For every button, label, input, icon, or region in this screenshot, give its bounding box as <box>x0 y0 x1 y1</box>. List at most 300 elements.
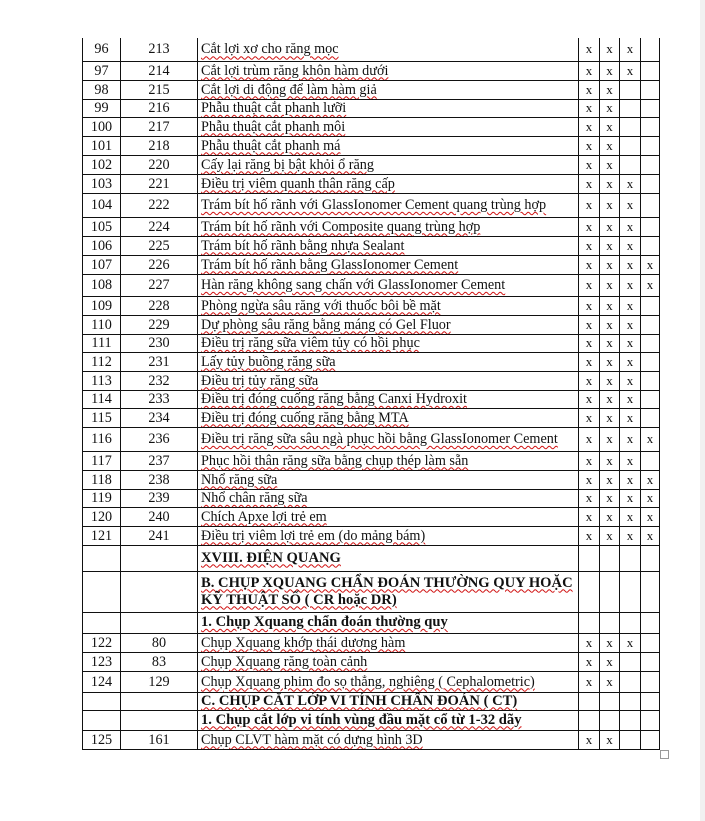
level-3-mark-cell <box>620 671 641 692</box>
table-row <box>83 507 660 526</box>
spellcheck-underlined-text: Điều trị đóng cuống răng bằng MTA <box>201 409 409 426</box>
level-4-mark-cell <box>641 61 660 80</box>
table-row <box>83 155 660 174</box>
procedure-name-cell <box>198 315 579 334</box>
level-3-mark-cell: x <box>620 255 641 274</box>
level-3-mark-cell: x <box>620 334 641 352</box>
spellcheck-underlined-text: Cấy lại răng bị bật khỏi ổ răng <box>201 156 374 173</box>
spellcheck-underlined-text: Phẫu thuật cắt phanh môi <box>201 118 346 135</box>
table-row <box>83 174 660 193</box>
spellcheck-underlined-text: Cắt lợi di động để làm hàm giả <box>201 81 377 98</box>
level-1-mark-cell: x <box>579 470 600 489</box>
table-row <box>83 217 660 236</box>
level-3-mark-cell <box>620 730 641 749</box>
level-1-mark-cell: x <box>579 334 600 352</box>
level-2-mark-cell: x <box>600 334 620 352</box>
spellcheck-underlined-text: Chích Apxe lợi trẻ em <box>201 508 327 525</box>
procedure-name-cell <box>198 408 579 427</box>
procedure-name-cell <box>198 571 579 612</box>
procedure-code-cell: 222 <box>121 193 198 217</box>
spellcheck-underlined-text: Chụp Xquang phim đo sọ thẳng, nghiêng ( Cephalometric) <box>201 673 535 690</box>
level-4-mark-cell <box>641 451 660 470</box>
spellcheck-underlined-text: Nhổ răng sữa <box>201 471 278 488</box>
row-number-cell: 102 <box>83 155 121 174</box>
row-number-cell: 113 <box>83 371 121 390</box>
procedure-code-cell: 218 <box>121 136 198 155</box>
level-2-mark-cell: x <box>600 526 620 545</box>
procedure-name-cell <box>198 427 579 451</box>
level-3-mark-cell: x <box>620 61 641 80</box>
procedure-name-cell <box>198 710 579 730</box>
procedure-name-cell <box>198 451 579 470</box>
procedure-name-cell <box>198 633 579 652</box>
level-4-mark-cell: x <box>641 255 660 274</box>
level-4-mark-cell <box>641 710 660 730</box>
procedure-code-cell: 221 <box>121 174 198 193</box>
procedure-code-cell: 220 <box>121 155 198 174</box>
table-row <box>83 315 660 334</box>
level-1-mark-cell: x <box>579 274 600 296</box>
level-3-mark-cell: x <box>620 193 641 217</box>
level-4-mark-cell <box>641 155 660 174</box>
procedure-code-cell: 229 <box>121 315 198 334</box>
level-2-mark-cell: x <box>600 390 620 408</box>
level-4-mark-cell <box>641 99 660 117</box>
level-4-mark-cell <box>641 136 660 155</box>
level-3-mark-cell: x <box>620 274 641 296</box>
level-1-mark-cell: x <box>579 80 600 99</box>
procedure-name-cell <box>198 334 579 352</box>
level-4-mark-cell <box>641 80 660 99</box>
procedure-name-cell <box>198 371 579 390</box>
level-4-mark-cell <box>641 193 660 217</box>
level-4-mark-cell: x <box>641 274 660 296</box>
level-2-mark-cell: x <box>600 633 620 652</box>
level-4-mark-cell <box>641 390 660 408</box>
level-2-mark-cell: x <box>600 174 620 193</box>
row-number-cell <box>83 571 121 612</box>
level-2-mark-cell: x <box>600 652 620 671</box>
level-3-mark-cell <box>620 545 641 571</box>
level-3-mark-cell: x <box>620 371 641 390</box>
procedure-code-cell: 216 <box>121 99 198 117</box>
level-1-mark-cell: x <box>579 117 600 136</box>
table-row <box>83 489 660 507</box>
table-row <box>83 334 660 352</box>
section-heading-row <box>83 545 660 571</box>
level-1-mark-cell: x <box>579 136 600 155</box>
level-4-mark-cell: x <box>641 526 660 545</box>
level-1-mark-cell: x <box>579 730 600 749</box>
level-2-mark-cell: x <box>600 61 620 80</box>
procedure-name-cell <box>198 352 579 371</box>
table-row <box>83 193 660 217</box>
level-3-mark-cell <box>620 155 641 174</box>
level-1-mark-cell <box>579 612 600 633</box>
spellcheck-underlined-text: Hàn răng không sang chấn với GlassIonomer Cement <box>201 277 506 293</box>
spellcheck-underlined-text: Chụp Xquang răng toàn cảnh <box>201 653 368 670</box>
procedure-name-cell <box>198 155 579 174</box>
spellcheck-underlined-text: Điều trị đóng cuống răng bằng Canxi Hydroxit <box>201 391 467 407</box>
table-row <box>83 352 660 371</box>
level-2-mark-cell: x <box>600 80 620 99</box>
procedure-code-cell: 238 <box>121 470 198 489</box>
level-3-mark-cell <box>620 99 641 117</box>
row-number-cell <box>83 710 121 730</box>
level-3-mark-cell <box>620 80 641 99</box>
level-4-mark-cell <box>641 612 660 633</box>
level-4-mark-cell <box>641 117 660 136</box>
level-2-mark-cell: x <box>600 255 620 274</box>
procedure-code-cell: 234 <box>121 408 198 427</box>
spellcheck-underlined-text: Trám bít hố rãnh bằng nhựa Sealant <box>201 237 405 254</box>
procedure-code-cell: 232 <box>121 371 198 390</box>
procedure-code-cell: 228 <box>121 296 198 315</box>
level-3-mark-cell: x <box>620 451 641 470</box>
table-row <box>83 136 660 155</box>
procedure-code-cell <box>121 612 198 633</box>
level-3-mark-cell: x <box>620 217 641 236</box>
row-number-cell: 98 <box>83 80 121 99</box>
level-4-mark-cell <box>641 236 660 255</box>
level-4-mark-cell <box>641 217 660 236</box>
row-number-cell: 121 <box>83 526 121 545</box>
level-3-mark-cell <box>620 117 641 136</box>
spellcheck-underlined-text: Điều trị viêm lợi trẻ em (do mảng bám) <box>201 527 426 544</box>
level-1-mark-cell: x <box>579 427 600 451</box>
level-4-mark-cell: x <box>641 427 660 451</box>
level-3-mark-cell: x <box>620 427 641 451</box>
level-2-mark-cell: x <box>600 193 620 217</box>
table-row <box>83 236 660 255</box>
procedure-code-cell: 217 <box>121 117 198 136</box>
level-4-mark-cell <box>641 296 660 315</box>
procedure-code-cell: 83 <box>121 652 198 671</box>
table-row <box>83 296 660 315</box>
level-1-mark-cell: x <box>579 296 600 315</box>
spellcheck-underlined-text: C. CHỤP CẮT LỚP VI TÍNH CHẨN ĐOÁN ( CT) <box>201 692 518 709</box>
row-number-cell: 100 <box>83 117 121 136</box>
table-row <box>83 80 660 99</box>
procedure-code-cell: 239 <box>121 489 198 507</box>
procedure-code-cell: 226 <box>121 255 198 274</box>
row-number-cell: 97 <box>83 61 121 80</box>
procedure-name-cell <box>198 236 579 255</box>
procedure-code-cell: 213 <box>121 38 198 61</box>
level-2-mark-cell <box>600 612 620 633</box>
level-3-mark-cell: x <box>620 296 641 315</box>
level-4-mark-cell <box>641 571 660 612</box>
spellcheck-underlined-text: Nhổ chân răng sữa <box>201 490 308 506</box>
level-1-mark-cell: x <box>579 526 600 545</box>
procedure-name-cell <box>198 526 579 545</box>
level-2-mark-cell: x <box>600 730 620 749</box>
level-3-mark-cell: x <box>620 390 641 408</box>
level-1-mark-cell <box>579 571 600 612</box>
level-4-mark-cell <box>641 315 660 334</box>
level-2-mark-cell <box>600 710 620 730</box>
spellcheck-underlined-text: 1. Chụp cắt lớp vi tính vùng đầu mặt cổ từ 1-32 dãy <box>201 711 522 728</box>
procedure-code-cell: 225 <box>121 236 198 255</box>
procedure-code-cell: 227 <box>121 274 198 296</box>
table-row <box>83 451 660 470</box>
spellcheck-underlined-text: Phẫu thuật cắt phanh má <box>201 137 341 154</box>
table-row <box>83 427 660 451</box>
table-row <box>83 652 660 671</box>
section-heading-row <box>83 571 660 612</box>
level-4-mark-cell <box>641 692 660 710</box>
level-4-mark-cell: x <box>641 470 660 489</box>
row-number-cell: 105 <box>83 217 121 236</box>
procedure-name-cell <box>198 545 579 571</box>
row-number-cell: 112 <box>83 352 121 371</box>
level-3-mark-cell <box>620 136 641 155</box>
level-3-mark-cell: x <box>620 470 641 489</box>
level-2-mark-cell: x <box>600 427 620 451</box>
procedure-code-cell: 129 <box>121 671 198 692</box>
level-3-mark-cell <box>620 692 641 710</box>
row-number-cell: 110 <box>83 315 121 334</box>
procedure-name-cell <box>198 136 579 155</box>
level-3-mark-cell: x <box>620 315 641 334</box>
procedure-name-cell <box>198 193 579 217</box>
procedure-name-cell <box>198 652 579 671</box>
spellcheck-underlined-text: Điều trị răng sữa viêm tủy có hồi phục <box>201 335 420 351</box>
level-1-mark-cell: x <box>579 408 600 427</box>
level-4-mark-cell <box>641 545 660 571</box>
table-row <box>83 526 660 545</box>
spellcheck-underlined-text: Lấy tủy buồng răng sữa <box>201 353 336 370</box>
spellcheck-underlined-text: Cắt lợi xơ cho răng mọc <box>201 41 339 58</box>
spellcheck-underlined-text: Cắt lợi trùm răng khôn hàm dưới <box>201 62 389 79</box>
procedure-code-cell <box>121 692 198 710</box>
table-row <box>83 408 660 427</box>
level-1-mark-cell: x <box>579 371 600 390</box>
level-4-mark-cell <box>641 371 660 390</box>
level-2-mark-cell: x <box>600 296 620 315</box>
level-4-mark-cell: x <box>641 489 660 507</box>
procedure-code-cell: 241 <box>121 526 198 545</box>
level-4-mark-cell <box>641 174 660 193</box>
level-2-mark-cell: x <box>600 451 620 470</box>
spellcheck-underlined-text: Phòng ngừa sâu răng với thuốc bôi bề mặt <box>201 297 441 314</box>
level-2-mark-cell: x <box>600 489 620 507</box>
row-number-cell: 117 <box>83 451 121 470</box>
row-number-cell: 101 <box>83 136 121 155</box>
table-row <box>83 371 660 390</box>
row-number-cell: 104 <box>83 193 121 217</box>
spellcheck-underlined-text: Phẫu thuật cắt phanh lưỡi <box>201 100 347 116</box>
spellcheck-underlined-text: Trám bít hố rãnh với GlassIonomer Cement quang trùng hợp <box>201 197 547 213</box>
level-4-mark-cell <box>641 334 660 352</box>
row-number-cell: 111 <box>83 334 121 352</box>
level-3-mark-cell: x <box>620 489 641 507</box>
level-1-mark-cell: x <box>579 217 600 236</box>
row-number-cell: 125 <box>83 730 121 749</box>
level-1-mark-cell: x <box>579 633 600 652</box>
row-number-cell: 107 <box>83 255 121 274</box>
procedure-name-cell <box>198 489 579 507</box>
level-2-mark-cell: x <box>600 315 620 334</box>
procedure-code-cell: 80 <box>121 633 198 652</box>
table-row <box>83 38 660 61</box>
level-1-mark-cell: x <box>579 38 600 61</box>
spellcheck-underlined-text: Phục hồi thân răng sữa bằng chụp thép làm sẵn <box>201 452 469 469</box>
table-row <box>83 255 660 274</box>
row-number-cell: 96 <box>83 38 121 61</box>
procedure-name-cell <box>198 612 579 633</box>
spellcheck-underlined-text: Trám bít hố rãnh bằng GlassIonomer Cement <box>201 256 459 273</box>
row-number-cell: 106 <box>83 236 121 255</box>
row-number-cell: 103 <box>83 174 121 193</box>
level-1-mark-cell <box>579 692 600 710</box>
level-1-mark-cell: x <box>579 507 600 526</box>
table-row <box>83 470 660 489</box>
procedure-code-cell: 233 <box>121 390 198 408</box>
procedure-name-cell <box>198 61 579 80</box>
level-3-mark-cell: x <box>620 174 641 193</box>
window-edge <box>700 0 705 821</box>
level-2-mark-cell: x <box>600 136 620 155</box>
level-2-mark-cell <box>600 571 620 612</box>
procedure-code-cell: 230 <box>121 334 198 352</box>
level-4-mark-cell <box>641 38 660 61</box>
procedure-code-cell: 236 <box>121 427 198 451</box>
row-number-cell <box>83 692 121 710</box>
row-number-cell: 123 <box>83 652 121 671</box>
spellcheck-underlined-text: Dự phòng sâu răng bằng máng có Gel Fluor <box>201 316 451 333</box>
procedure-code-cell: 215 <box>121 80 198 99</box>
row-number-cell: 99 <box>83 99 121 117</box>
procedure-code-cell <box>121 571 198 612</box>
level-2-mark-cell: x <box>600 671 620 692</box>
table-row <box>83 633 660 652</box>
level-3-mark-cell: x <box>620 526 641 545</box>
procedure-name-cell <box>198 174 579 193</box>
level-4-mark-cell <box>641 652 660 671</box>
procedure-name-cell <box>198 80 579 99</box>
spellcheck-underlined-text: Chụp CLVT hàm mặt có dựng hình 3D <box>201 731 423 748</box>
level-2-mark-cell: x <box>600 507 620 526</box>
row-number-cell: 115 <box>83 408 121 427</box>
level-1-mark-cell: x <box>579 315 600 334</box>
row-number-cell: 116 <box>83 427 121 451</box>
procedure-name-cell <box>198 217 579 236</box>
spellcheck-underlined-text: Điều trị viêm quanh thân răng cấp <box>201 175 395 192</box>
spellcheck-underlined-text: B. CHỤP XQUANG CHẨN ĐOÁN THƯỜNG QUY HOẶC KỸ THUẬT SỐ ( CR hoặc DR) <box>201 574 573 608</box>
row-number-cell: 114 <box>83 390 121 408</box>
level-2-mark-cell: x <box>600 274 620 296</box>
level-4-mark-cell <box>641 352 660 371</box>
row-number-cell: 109 <box>83 296 121 315</box>
level-1-mark-cell: x <box>579 236 600 255</box>
level-3-mark-cell <box>620 612 641 633</box>
procedure-name-cell <box>198 99 579 117</box>
table-row <box>83 390 660 408</box>
level-4-mark-cell <box>641 408 660 427</box>
level-4-mark-cell: x <box>641 507 660 526</box>
procedure-code-cell: 224 <box>121 217 198 236</box>
level-2-mark-cell: x <box>600 371 620 390</box>
procedure-name-cell <box>198 507 579 526</box>
level-1-mark-cell: x <box>579 652 600 671</box>
procedure-name-cell <box>198 296 579 315</box>
procedure-table <box>82 38 660 750</box>
level-1-mark-cell <box>579 545 600 571</box>
level-3-mark-cell: x <box>620 236 641 255</box>
level-4-mark-cell <box>641 633 660 652</box>
level-2-mark-cell: x <box>600 470 620 489</box>
spellcheck-underlined-text: Điều trị tủy răng sữa <box>201 372 319 389</box>
table-row <box>83 117 660 136</box>
table-resize-handle[interactable] <box>660 750 669 759</box>
row-number-cell: 118 <box>83 470 121 489</box>
row-number-cell: 119 <box>83 489 121 507</box>
level-1-mark-cell: x <box>579 671 600 692</box>
level-3-mark-cell: x <box>620 408 641 427</box>
level-2-mark-cell: x <box>600 38 620 61</box>
procedure-name-cell <box>198 255 579 274</box>
level-1-mark-cell: x <box>579 489 600 507</box>
procedure-code-cell <box>121 545 198 571</box>
procedure-name-cell <box>198 470 579 489</box>
level-4-mark-cell <box>641 730 660 749</box>
level-2-mark-cell: x <box>600 352 620 371</box>
spellcheck-underlined-text: Điều trị răng sữa sâu ngà phục hồi bằng GlassIonomer Cement <box>201 431 558 447</box>
procedure-code-cell: 240 <box>121 507 198 526</box>
level-1-mark-cell: x <box>579 390 600 408</box>
level-3-mark-cell: x <box>620 352 641 371</box>
row-number-cell: 124 <box>83 671 121 692</box>
level-2-mark-cell: x <box>600 236 620 255</box>
procedure-name-cell <box>198 38 579 61</box>
level-1-mark-cell: x <box>579 61 600 80</box>
row-number-cell: 108 <box>83 274 121 296</box>
spellcheck-underlined-text: XVIII. ĐIỆN QUANG <box>201 549 341 566</box>
procedure-code-cell: 161 <box>121 730 198 749</box>
procedure-name-cell <box>198 671 579 692</box>
spellcheck-underlined-text: 1. Chụp Xquang chẩn đoán thường quy <box>201 614 448 630</box>
procedure-code-cell: 231 <box>121 352 198 371</box>
procedure-name-cell <box>198 390 579 408</box>
procedure-name-cell <box>198 692 579 710</box>
level-3-mark-cell: x <box>620 633 641 652</box>
level-2-mark-cell: x <box>600 155 620 174</box>
level-1-mark-cell: x <box>579 155 600 174</box>
spellcheck-underlined-text: Chụp Xquang khớp thái dương hàm <box>201 634 406 651</box>
table-row <box>83 274 660 296</box>
level-1-mark-cell: x <box>579 352 600 371</box>
row-number-cell: 120 <box>83 507 121 526</box>
level-3-mark-cell <box>620 710 641 730</box>
level-2-mark-cell: x <box>600 408 620 427</box>
level-1-mark-cell: x <box>579 193 600 217</box>
row-number-cell <box>83 612 121 633</box>
level-2-mark-cell: x <box>600 217 620 236</box>
procedure-code-cell: 237 <box>121 451 198 470</box>
level-1-mark-cell: x <box>579 174 600 193</box>
section-heading-row <box>83 692 660 710</box>
spellcheck-underlined-text: Trám bít hố rãnh với Composite quang trùng hợp <box>201 218 481 235</box>
level-3-mark-cell: x <box>620 507 641 526</box>
level-3-mark-cell <box>620 652 641 671</box>
row-number-cell: 122 <box>83 633 121 652</box>
level-2-mark-cell <box>600 545 620 571</box>
procedure-code-cell: 214 <box>121 61 198 80</box>
level-1-mark-cell: x <box>579 255 600 274</box>
table-row <box>83 61 660 80</box>
table-row <box>83 99 660 117</box>
